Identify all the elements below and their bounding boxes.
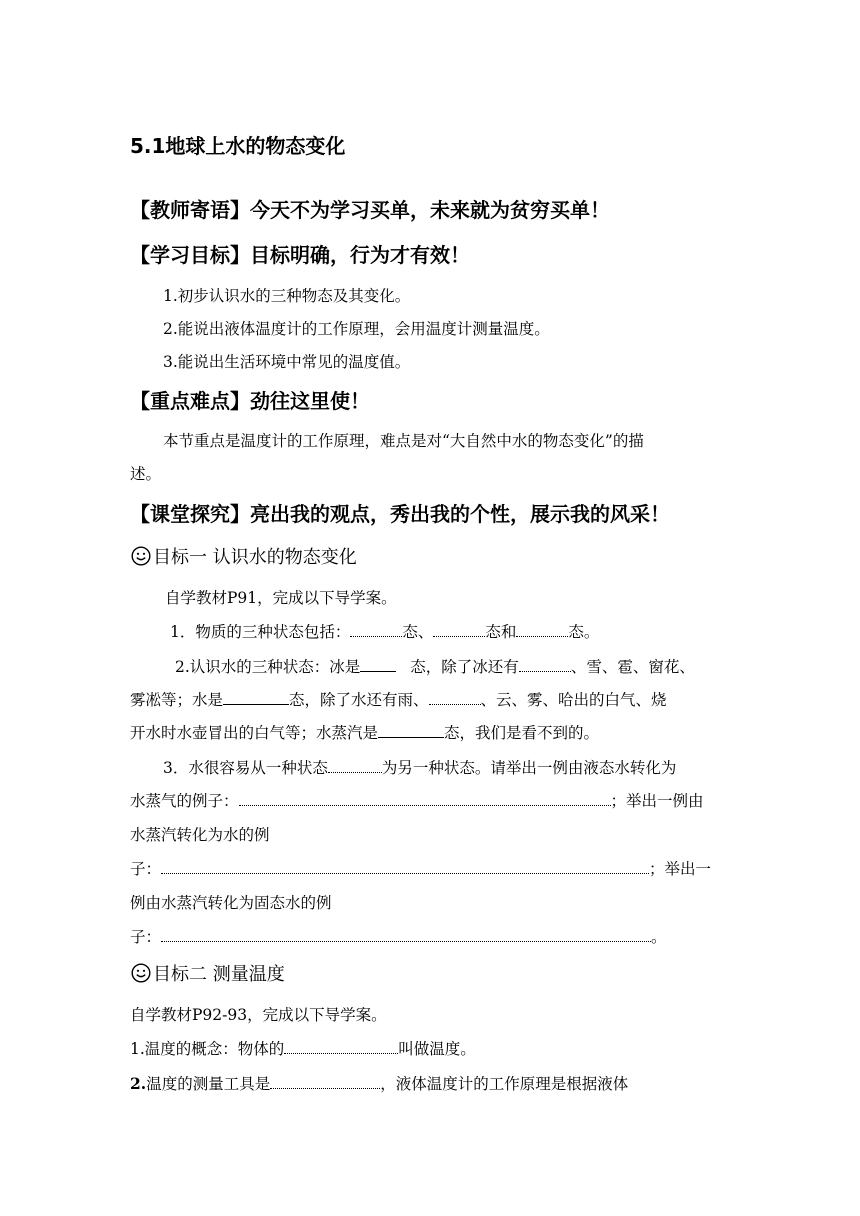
blank[interactable] xyxy=(378,723,444,738)
goal1-question-3-line5: 例由水蒸汽转化为固态水的例 xyxy=(130,894,332,912)
goal1-question-2-line3: 开水时水壶冒出的白气等；水蒸汽是 态，我们是看不到的。 xyxy=(130,724,600,742)
explore-label: 【课堂探究】 xyxy=(130,502,250,526)
blank[interactable] xyxy=(516,624,568,637)
goal2-heading-text: 目标二 测量温度 xyxy=(153,964,285,985)
goal2-intro: 自学教材P92-93，完成以下导学案。 xyxy=(130,1006,387,1024)
blank[interactable] xyxy=(223,690,289,705)
goal1-question-1: 1．物质的三种状态包括： 态、 态和 态。 xyxy=(170,623,600,641)
goal-item: 2.能说出液体温度计的工作原理，会用温度计测量温度。 xyxy=(163,320,550,338)
blank[interactable] xyxy=(433,624,485,637)
goal1-question-3-line3: 水蒸汽转化为水的例 xyxy=(130,826,270,844)
blank[interactable] xyxy=(328,760,382,773)
goal1-intro: 自学教材P91，完成以下导学案。 xyxy=(165,589,397,607)
key-points-heading xyxy=(130,389,370,414)
blank[interactable] xyxy=(284,1041,398,1054)
blank[interactable] xyxy=(161,861,649,874)
goal-item: 3.能说出生活环境中常见的温度值。 xyxy=(163,353,411,371)
explore-heading xyxy=(130,502,670,527)
learning-goals-heading xyxy=(130,243,470,268)
goal1-question-3-line6: 子： 。 xyxy=(130,928,667,946)
key-points-text: 本节重点是温度计的工作原理，难点是对“大自然中水的物态变化”的描 xyxy=(163,432,644,450)
smiley-icon xyxy=(131,963,151,983)
blank[interactable] xyxy=(161,929,651,942)
goals-label: 【学习目标】 xyxy=(130,243,250,267)
blank[interactable] xyxy=(519,659,571,672)
goal1-question-3-line4: 子： ；举出一 xyxy=(130,860,712,878)
smiley-icon xyxy=(131,546,151,566)
key-points-text-cont: 述。 xyxy=(130,465,162,483)
explore-text: 亮出我的观点，秀出我的个性，展示我的风采！ xyxy=(250,502,670,526)
goal2-heading xyxy=(131,963,285,987)
goal1-question-2-line2: 雾凇等；水是 态，除了水还有雨、 、云、雾、哈出的白气、烧 xyxy=(130,691,667,709)
goal1-question-2-line1: 2.认识水的三种状态：冰是 态，除了冰还有 、雪、雹、窗花、 xyxy=(175,658,695,676)
blank[interactable] xyxy=(429,692,481,705)
goal1-heading xyxy=(131,546,357,570)
goal1-question-3-line2: 水蒸气的例子： ；举出一例由 xyxy=(130,792,704,810)
key-text: 劲往这里使！ xyxy=(250,389,370,413)
goal2-question-2: 2.温度的测量工具是 ，液体温度计的工作原理是根据液体 xyxy=(130,1074,629,1093)
teacher-text: 今天不为学习买单，未来就为贫穷买单！ xyxy=(250,198,610,222)
goals-text: 目标明确，行为才有效！ xyxy=(250,243,470,267)
teacher-message xyxy=(130,198,610,223)
goal2-question-1: 1.温度的概念：物体的 叫做温度。 xyxy=(130,1040,476,1058)
blank[interactable] xyxy=(350,624,402,637)
blank[interactable] xyxy=(239,793,611,806)
blank[interactable] xyxy=(270,1076,380,1089)
goal1-heading-text: 目标一 认识水的物态变化 xyxy=(153,547,357,568)
page-title: 5.1地球上水的物态变化 xyxy=(130,134,346,158)
goal-item: 1.初步认识水的三种物态及其变化。 xyxy=(163,287,411,305)
teacher-label: 【教师寄语】 xyxy=(130,198,250,222)
goal1-question-3-line1: 3．水很容易从一种状态 为另一种状态。请举出一例由液态水转化为 xyxy=(163,759,677,777)
key-label: 【重点难点】 xyxy=(130,389,250,413)
blank[interactable] xyxy=(360,657,396,672)
